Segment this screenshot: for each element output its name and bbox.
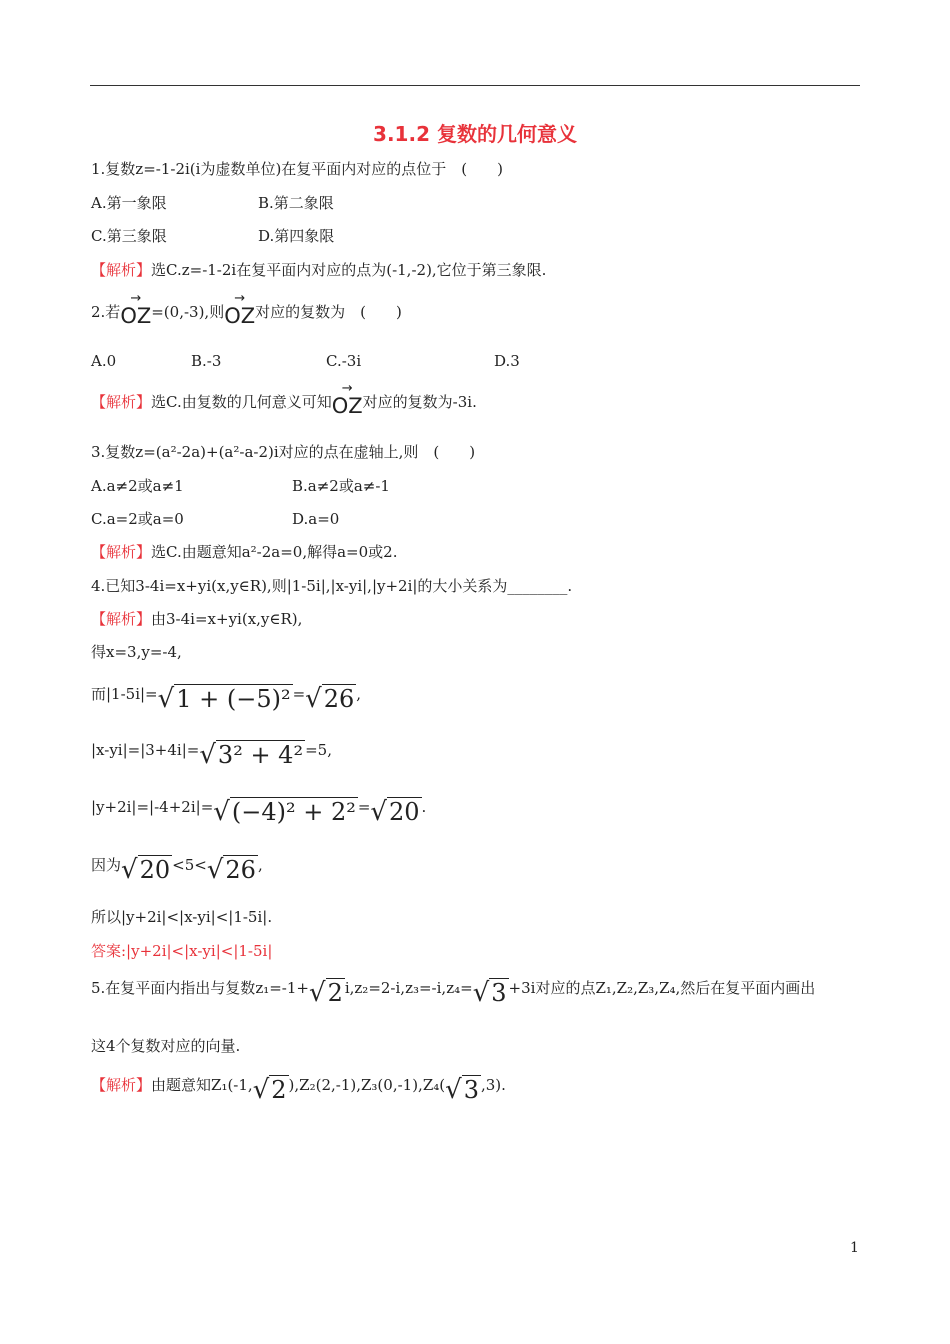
q2-option-b: B.-3 [191, 352, 222, 370]
q2-option-a: A.0 [91, 352, 117, 370]
q4-step5: 因为√20 <5<√26 , [91, 855, 263, 885]
page-title: 3.1.2 复数的几何意义 [373, 122, 577, 146]
sqrt-2: √2 [308, 978, 343, 1008]
q1-option-c: C.第三象限 [91, 227, 167, 245]
sqrt-result: √26 [305, 684, 355, 714]
vector-oz: → OZ [331, 381, 363, 418]
q2-explain-pre: 选C.由复数的几何意义可知 [151, 393, 332, 411]
sqrt-expression: √(−4)² + 2² [213, 797, 356, 827]
sqrt-2: √2 [252, 1075, 287, 1105]
q1-solution [91, 260, 546, 280]
q3-option-d: D.a=0 [292, 510, 340, 528]
q2-option-c: C.-3i [326, 352, 362, 370]
q3-option-c: C.a=2或a=0 [91, 510, 184, 528]
q1-option-d: D.第四象限 [258, 227, 335, 245]
q4-answer: 答案:|y+2i|<|x-yi|<|1-5i| [91, 942, 273, 960]
q4-step1: 得x=3,y=-4, [91, 643, 182, 661]
q2-solution [91, 381, 477, 418]
solution-tag: 【解析】 [91, 261, 152, 279]
q3-explain: 选C.由题意知a²-2a=0,解得a=0或2. [151, 543, 398, 561]
sqrt-result: √20 [370, 797, 420, 827]
q1-option-b: B.第二象限 [258, 194, 334, 212]
page-number: 1 [850, 1240, 859, 1256]
sqrt-expression: √3² + 4² [199, 740, 304, 770]
q5-stem-line2: 这4个复数对应的向量. [91, 1037, 241, 1055]
header-rule [90, 85, 860, 86]
q4-stem: 4.已知3-4i=x+yi(x,y∈R),则|1-5i|,|x-yi|,|y+2i|的大小关系为________. [91, 577, 573, 595]
q2-option-d: D.3 [494, 352, 520, 370]
q3-option-a: A.a≠2或a≠1 [91, 477, 184, 495]
q3-option-b: B.a≠2或a≠-1 [292, 477, 390, 495]
q3-stem: 3.复数z=(a²-2a)+(a²-a-2)i对应的点在虚轴上,则 ( ) [91, 443, 476, 461]
q1-explain: 选C.z=-1-2i在复平面内对应的点为(-1,-2),它位于第三象限. [151, 261, 547, 279]
q5-solution: 【解析】由题意知Z₁(-1,√2 ),Z₂(2,-1),Z₃(0,-1),Z₄(√3 ,3). [91, 1075, 506, 1105]
q4-step3: |x-yi|=|3+4i|=√3² + 4² =5, [91, 740, 332, 770]
q2-explain-post: 对应的复数为-3i. [362, 393, 477, 411]
sqrt-20: √20 [121, 855, 171, 885]
q4-step6: 所以|y+2i|<|x-yi|<|1-5i|. [91, 908, 273, 926]
sqrt-3: √3 [472, 978, 507, 1008]
q4-explain: 由3-4i=x+yi(x,y∈R), [151, 610, 303, 628]
vector-oz: → OZ [224, 291, 256, 328]
solution-tag: 【解析】 [91, 610, 152, 628]
q2-pre: 2.若 [91, 303, 121, 321]
sqrt-3: √3 [445, 1075, 479, 1105]
q2-stem [91, 291, 402, 328]
solution-tag: 【解析】 [91, 393, 152, 411]
q4-solution [91, 609, 302, 629]
q4-step4: |y+2i|=|-4+2i|=√(−4)² + 2² =√20 . [91, 797, 427, 827]
q4-step2: 而|1-5i|=√1 + (−5)² =√26 , [91, 684, 362, 714]
q3-solution [91, 542, 397, 562]
sqrt-expression: √1 + (−5)² [157, 684, 291, 714]
q2-mid: =(0,-3),则 [151, 303, 225, 321]
q5-stem: 5.在复平面内指出与复数z₁=-1+√2 i,z₂=2-i,z₃=-i,z₄=√3 +3i对应的点Z₁,Z₂,Z₃,Z₄,然后在复平面内画出 [91, 978, 816, 1008]
q2-post: 对应的复数为 ( ) [255, 303, 402, 321]
sqrt-26: √26 [206, 855, 256, 885]
solution-tag: 【解析】 [91, 543, 152, 561]
vector-oz: → OZ [120, 291, 152, 328]
q1-option-a: A.第一象限 [91, 194, 167, 212]
q1-stem: 1.复数z=-1-2i(i为虚数单位)在复平面内对应的点位于 ( ) [91, 160, 504, 178]
solution-tag: 【解析】 [91, 1076, 152, 1094]
